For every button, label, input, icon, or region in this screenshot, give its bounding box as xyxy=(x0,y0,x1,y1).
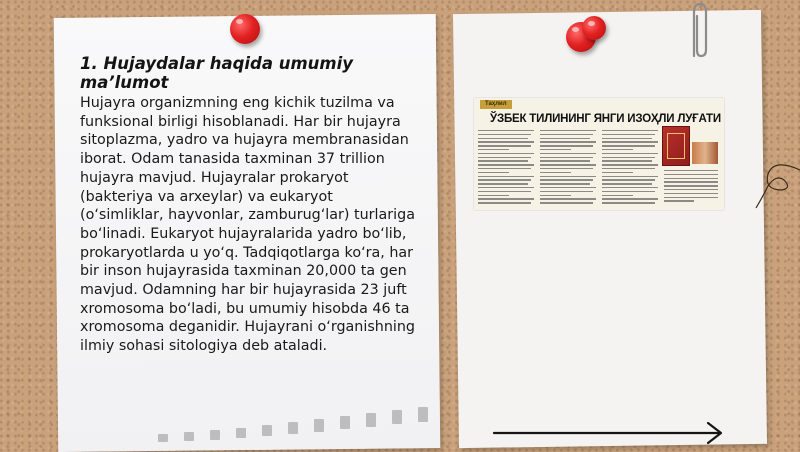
clipping-text-line xyxy=(478,149,509,150)
clipping-caption-line xyxy=(664,200,694,201)
clipping-text-line xyxy=(602,187,658,188)
clipping-text-line xyxy=(540,176,596,177)
paperclip-icon xyxy=(688,0,712,62)
clipping-text-line xyxy=(540,164,596,165)
clipping-text-line xyxy=(602,157,655,158)
clipping-text-line xyxy=(540,149,571,150)
clipping-text-line xyxy=(540,145,593,146)
clipping-text-line xyxy=(540,160,590,161)
note-paper-right xyxy=(453,10,767,448)
books-stack-image xyxy=(692,142,718,164)
clipping-caption-line xyxy=(664,189,718,190)
clipping-text-line xyxy=(478,130,534,131)
clipping-text-line xyxy=(478,176,534,177)
clipping-text-line xyxy=(540,153,596,154)
clipping-text-line xyxy=(602,183,652,184)
clipping-headline: ЎЗБЕК ТИЛИНИНГ ЯНГИ ИЗОҲЛИ ЛУҒАТИ xyxy=(490,113,721,125)
clipping-text-line xyxy=(540,157,593,158)
clipping-text-columns xyxy=(478,130,660,208)
clipping-text-line xyxy=(602,191,655,192)
clipping-text-line xyxy=(478,168,531,169)
clipping-text-line xyxy=(478,141,534,142)
clipping-text-line xyxy=(478,157,531,158)
arrow-right-icon xyxy=(492,420,728,446)
string-curl-decoration xyxy=(754,150,800,210)
clipping-text-line xyxy=(478,138,528,139)
clipping-text-line xyxy=(602,164,658,165)
clipping-caption-line xyxy=(664,174,718,175)
clipping-section-tag: Таҳлил xyxy=(480,100,512,109)
clipping-text-line xyxy=(540,138,590,139)
clipping-caption-line xyxy=(664,181,718,182)
clipping-text-line xyxy=(540,134,593,135)
clipping-text-line xyxy=(602,145,655,146)
clipping-text-line xyxy=(602,149,633,150)
clipping-text-line xyxy=(478,172,509,173)
clipping-text-line xyxy=(540,172,571,173)
clipping-text-line xyxy=(602,130,658,131)
clipping-text-line xyxy=(478,191,531,192)
clipping-caption-line xyxy=(664,197,718,198)
clipping-caption-line xyxy=(664,178,718,179)
clipping-text-line xyxy=(478,179,531,180)
clipping-text-line xyxy=(602,160,652,161)
clipping-text-line xyxy=(540,130,596,131)
clipping-text-line xyxy=(478,198,534,199)
clipping-text-line xyxy=(602,202,655,203)
clipping-text-line xyxy=(540,202,593,203)
clipping-text-line xyxy=(602,168,655,169)
clipping-caption-line xyxy=(664,193,718,194)
clipping-text-line xyxy=(478,195,509,196)
note-body-text: Hujayra organizmning eng kichik tuzilma va funksional birligi hisoblanadi. Har bir hujayra sitoplazma, yadro va hujayra membranasidan iborat. Odam tanasida taxminan 37 trillion hujayra mavjud. Hujayralar prokaryot (bakteriya va arxeylar) va eukaryot (o‘simliklar, hayvonlar, zamburug‘lar) turlariga bo‘linadi. Eukaryot hujayralarida yadro bo‘lib, prokaryotlarda u yo‘q. Tadqiqotlarga ko‘ra, har bir inson hujayrasida taxminan 20,000 ta gen mavjud. Odamning har bir hujayrasida 23 juft xromosoma bo‘ladi, bu umumiy hisobda 46 ta xromosoma deganidir. Hujayrani o‘rganishning ilmiy sohasi sitologiya deb ataladi. xyxy=(80,95,416,355)
clipping-text-line xyxy=(540,191,593,192)
clipping-text-line xyxy=(478,164,534,165)
clipping-text-line xyxy=(602,153,658,154)
clipping-text-line xyxy=(602,198,658,199)
clipping-caption-line xyxy=(664,185,718,186)
clipping-text-line xyxy=(478,145,531,146)
dictionary-book-image xyxy=(662,126,690,166)
clipping-text-line xyxy=(602,172,633,173)
clipping-text-line xyxy=(602,134,655,135)
clipping-text-line xyxy=(478,183,528,184)
clipping-text-line xyxy=(540,187,596,188)
pushpin-icon xyxy=(582,16,606,40)
note-heading: 1. Hujaydalar haqida umumiy ma’lumot xyxy=(80,54,354,92)
clipping-text-line xyxy=(602,179,655,180)
clipping-text-line xyxy=(540,198,596,199)
clipping-text-line xyxy=(602,138,652,139)
clipping-text-line xyxy=(478,187,534,188)
clipping-text-line xyxy=(478,160,528,161)
clipping-text-line xyxy=(478,134,531,135)
clipping-text-line xyxy=(478,153,534,154)
clipping-text-line xyxy=(602,141,658,142)
clipping-text-line xyxy=(478,202,531,203)
clipping-text-line xyxy=(540,168,593,169)
pushpin-icon xyxy=(230,14,260,44)
clipping-text-line xyxy=(540,141,596,142)
newspaper-clipping xyxy=(474,98,724,210)
clipping-caption-text xyxy=(664,170,720,206)
torn-edge-perforation xyxy=(150,404,440,446)
clipping-text-line xyxy=(602,176,658,177)
clipping-text-line xyxy=(540,179,593,180)
clipping-text-line xyxy=(540,183,590,184)
clipping-text-line xyxy=(602,195,633,196)
clipping-text-line xyxy=(540,195,571,196)
clipping-caption-line xyxy=(664,170,718,171)
